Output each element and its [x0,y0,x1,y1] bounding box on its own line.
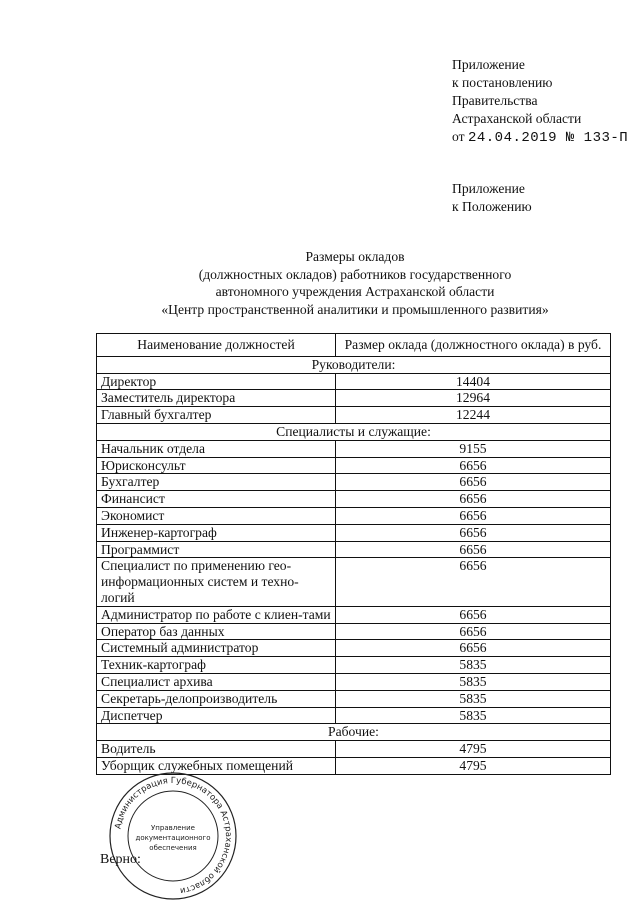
seal-center-line: Управление [151,824,195,832]
header-salary-value: Размер оклада (должностного оклада) в руб. [336,334,611,357]
salary-table [96,333,611,775]
position-name: Экономист [97,507,336,524]
table-row [97,457,611,474]
appendix2-line: к Положению [452,199,532,214]
appendix-line: Правительства [452,93,538,108]
position-name: Юрисконсульт [97,457,336,474]
position-name: Начальник отдела [97,440,336,457]
position-name: Диспетчер [97,707,336,724]
position-name: Секретарь-делопроизводитель [97,690,336,707]
salary-value: 5835 [336,673,611,690]
title-line: (должностных окладов) работников государственного [198,266,512,282]
table-body [97,356,611,774]
position-name: Заместитель директора [97,390,336,407]
table-row [97,440,611,457]
table-row [97,558,611,606]
date-number: 24.04.2019 № 133-П [467,130,629,146]
table-row [97,707,611,724]
salary-value: 6656 [336,474,611,491]
position-name: Программист [97,541,336,558]
salary-value: 12964 [336,390,611,407]
appendix-to-regulation [452,180,532,216]
salary-value: 6656 [336,558,611,606]
salary-value: 12244 [336,407,611,424]
section-row [97,724,611,741]
stamp-seal [98,770,248,902]
salary-value: 6656 [336,606,611,623]
appendix-line: Астраханской области [452,111,582,126]
salary-value: 5835 [336,690,611,707]
table-row [97,373,611,390]
section-title: Руководители: [97,356,611,373]
appendix-line: Приложение [452,57,525,72]
section-row [97,423,611,440]
table-row [97,690,611,707]
table-row [97,673,611,690]
appendix-line: к постановлению [452,75,553,90]
section-row [97,356,611,373]
position-name: Системный администратор [97,640,336,657]
position-name: Специалист по применению гео-информационных систем и техно-логий [97,558,336,606]
salary-value: 6656 [336,457,611,474]
salary-value: 6656 [336,623,611,640]
appendix2-line: Приложение [452,181,525,196]
document-title [100,248,610,318]
salary-value: 6656 [336,541,611,558]
certification-mark: Верно: [100,852,141,867]
table-row [97,524,611,541]
date-prefix: от [452,129,465,144]
table-row [97,491,611,508]
salary-value: 9155 [336,440,611,457]
section-title: Специалисты и служащие: [97,423,611,440]
position-name: Техник-картограф [97,657,336,674]
title-line: Размеры окладов [305,249,405,264]
table-row [97,623,611,640]
position-name: Специалист архива [97,673,336,690]
appendix-header [452,56,628,147]
table-row [97,606,611,623]
table-row [97,390,611,407]
table-row [97,640,611,657]
seal-center-line: обеспечения [149,844,197,852]
table-header-row [97,334,611,357]
table-row [97,741,611,758]
position-name: Директор [97,373,336,390]
appendix-date [452,128,628,147]
table-row [97,407,611,424]
section-title: Рабочие: [97,724,611,741]
position-name: Бухгалтер [97,474,336,491]
salary-value: 4795 [336,741,611,758]
salary-value: 4795 [336,757,611,774]
salary-value: 5835 [336,707,611,724]
position-name: Администратор по работе с клиен-тами [97,606,336,623]
salary-value: 6656 [336,640,611,657]
salary-value: 6656 [336,524,611,541]
position-name: Оператор баз данных [97,623,336,640]
header-position-name: Наименование должностей [97,334,336,357]
position-name: Главный бухгалтер [97,407,336,424]
seal-ring-text: Администрация Губернатора Астраханской области [113,775,234,896]
title-line: «Центр пространственной аналитики и промышленного развития» [161,301,549,317]
position-name: Уборщик служебных помещений [97,757,336,774]
position-name: Инженер-картограф [97,524,336,541]
salary-value: 6656 [336,491,611,508]
position-name: Водитель [97,741,336,758]
table-row [97,474,611,491]
salary-value: 5835 [336,657,611,674]
table-row [97,541,611,558]
salary-value: 14404 [336,373,611,390]
seal-center-line: документационного [135,834,211,842]
position-name: Финансист [97,491,336,508]
table-row [97,657,611,674]
title-line: автономного учреждения Астраханской области [215,284,495,299]
table-row [97,507,611,524]
salary-value: 6656 [336,507,611,524]
